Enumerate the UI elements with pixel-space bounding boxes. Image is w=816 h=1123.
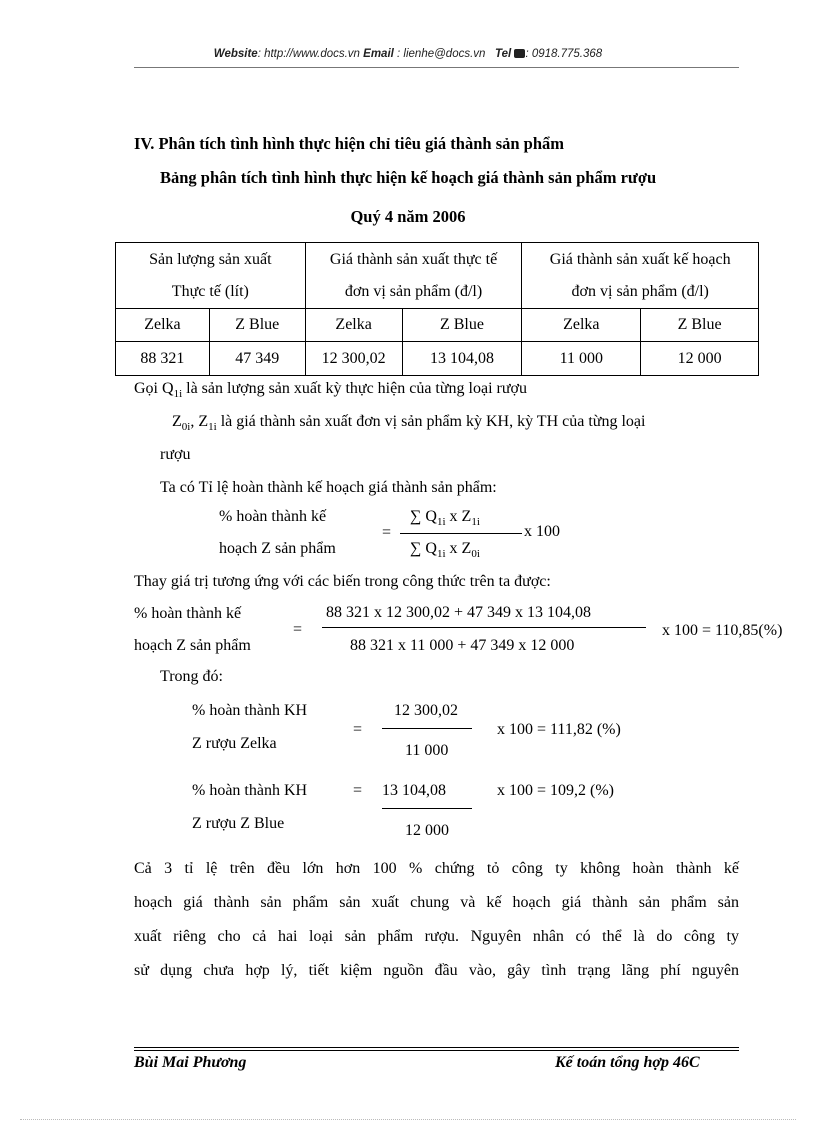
cost-table (115, 242, 759, 376)
calc-label-1: % hoàn thành kế (134, 605, 242, 622)
ratio-intro: Ta có Tỉ lệ hoàn thành kế hoạch giá thành sản phẩm: (160, 479, 497, 496)
table-cell: 12 300,02 (305, 342, 402, 376)
formula-equals: = (382, 524, 392, 541)
table-cell: 88 321 (116, 342, 210, 376)
email-value[interactable]: : lienhe@docs.vn (393, 48, 486, 60)
footer-divider-thin (134, 1050, 739, 1051)
sub-header-cell: Z Blue (641, 309, 759, 342)
zelka-result: x 100 = 111,82 (%) (497, 721, 621, 738)
section-title: IV. Phân tích tình hình thực hiện chỉ tiêu giá thành sản phẩm (134, 134, 565, 153)
conclusion-line-2: hoạch giá thành sản phẩm sản xuất chung và kế hoạch giá thành sản phẩm sản (134, 894, 739, 911)
formula-numerator: ∑ $Q_{1i}$ x $Z_{1i}$ (410, 508, 480, 528)
website-value[interactable]: : http://www.docs.vn (257, 48, 360, 60)
page-edge-dotted (20, 1119, 796, 1120)
calc-numerator: 88 321 x 12 300,02 + 47 349 x 13 104,08 (326, 604, 592, 621)
calc-label-2: hoạch Z sản phẩm (134, 637, 251, 654)
zblue-equals: = (353, 782, 363, 799)
table-cell: 13 104,08 (402, 342, 522, 376)
zblue-label-1: % hoàn thành KH (192, 782, 308, 799)
table-cell: 12 000 (641, 342, 759, 376)
tel-value: : 0918.775.368 (525, 48, 603, 60)
zblue-label-2: Z rượu Z Blue (192, 815, 285, 832)
calc-fraction-bar (322, 627, 646, 628)
def-z-cont: rượu (160, 446, 191, 463)
header-divider (134, 67, 739, 68)
page-header (0, 48, 816, 60)
table-cell: 11 000 (522, 342, 641, 376)
header-actual-cost: Giá thành sản xuất thực tế đơn vị sản phẩm (đ/l) (305, 243, 522, 309)
table-sub-header-row (116, 309, 759, 342)
phone-icon (514, 49, 525, 58)
conclusion-line-3: xuất riêng cho cả hai loại sản phẩm rượu. Nguyên nhân có thể là do công ty (134, 928, 739, 945)
table-subtitle: Quý 4 năm 2006 (350, 207, 466, 226)
sub-header-cell: Zelka (305, 309, 402, 342)
formula-times-100: x 100 (524, 523, 560, 540)
zelka-denominator: 11 000 (405, 742, 449, 759)
table-row (116, 342, 759, 376)
email-label: Email (363, 48, 394, 60)
zelka-label-2: Z rượu Zelka (192, 735, 277, 752)
zblue-fraction-bar (382, 808, 472, 809)
formula-denominator: ∑ $Q_{1i}$ x $Z_{0i}$ (410, 540, 480, 560)
footer-course: Kế toán tổng hợp 46C (555, 1054, 700, 1071)
conclusion-line-4: sử dụng chưa hợp lý, tiết kiệm nguồn đầu vào, gây tình trạng lãng phí nguyên (134, 962, 739, 979)
header-actual-output: Sản lượng sản xuất Thực tế (lít) (116, 243, 306, 309)
conclusion-line-1: Cả 3 tỉ lệ trên đều lớn hơn 100 % chứng tỏ công ty không hoàn thành kế (134, 860, 739, 877)
formula-label-2: hoạch Z sản phẩm (219, 540, 336, 557)
tel-label: Tel (495, 48, 512, 60)
table-title: Bảng phân tích tình hình thực hiện kế hoạch giá thành sản phẩm rượu (160, 168, 657, 187)
sub-header-cell: Z Blue (402, 309, 522, 342)
zelka-equals: = (353, 721, 363, 738)
def-q1: Gọi $Q_{1i}$ là sản lượng sản xuất kỳ thực hiện của từng loại rượu (134, 380, 527, 400)
header-plan-cost: Giá thành sản xuất kế hoạch đơn vị sản phẩm (đ/l) (522, 243, 759, 309)
footer-divider (134, 1047, 739, 1048)
in-which: Trong đó: (160, 668, 223, 685)
zblue-denominator: 12 000 (405, 822, 449, 839)
zblue-result: x 100 = 109,2 (%) (497, 782, 615, 799)
zelka-label-1: % hoàn thành KH (192, 702, 308, 719)
sub-header-cell: Z Blue (209, 309, 305, 342)
footer-author: Bùi Mai Phương (134, 1054, 247, 1071)
table-group-header-row (116, 243, 759, 309)
table-cell: 47 349 (209, 342, 305, 376)
formula-fraction-bar (400, 533, 522, 534)
calc-equals: = (293, 621, 303, 638)
zelka-fraction-bar (382, 728, 472, 729)
website-label: Website (213, 48, 258, 60)
def-z: $Z_{0i}$, $Z_{1i}$ là giá thành sản xuất đơn vị sản phẩm kỳ KH, kỳ TH của từng loại (172, 413, 646, 433)
calc-denominator: 88 321 x 11 000 + 47 349 x 12 000 (350, 637, 575, 654)
sub-header-cell: Zelka (522, 309, 641, 342)
formula-label-1: % hoàn thành kế (219, 508, 327, 525)
calc-result: x 100 = 110,85(%) (662, 622, 783, 639)
zblue-numerator: 13 104,08 (382, 782, 446, 799)
zelka-numerator: 12 300,02 (394, 702, 458, 719)
substitute-text: Thay giá trị tương ứng với các biến trong công thức trên ta được: (134, 573, 551, 590)
sub-header-cell: Zelka (116, 309, 210, 342)
